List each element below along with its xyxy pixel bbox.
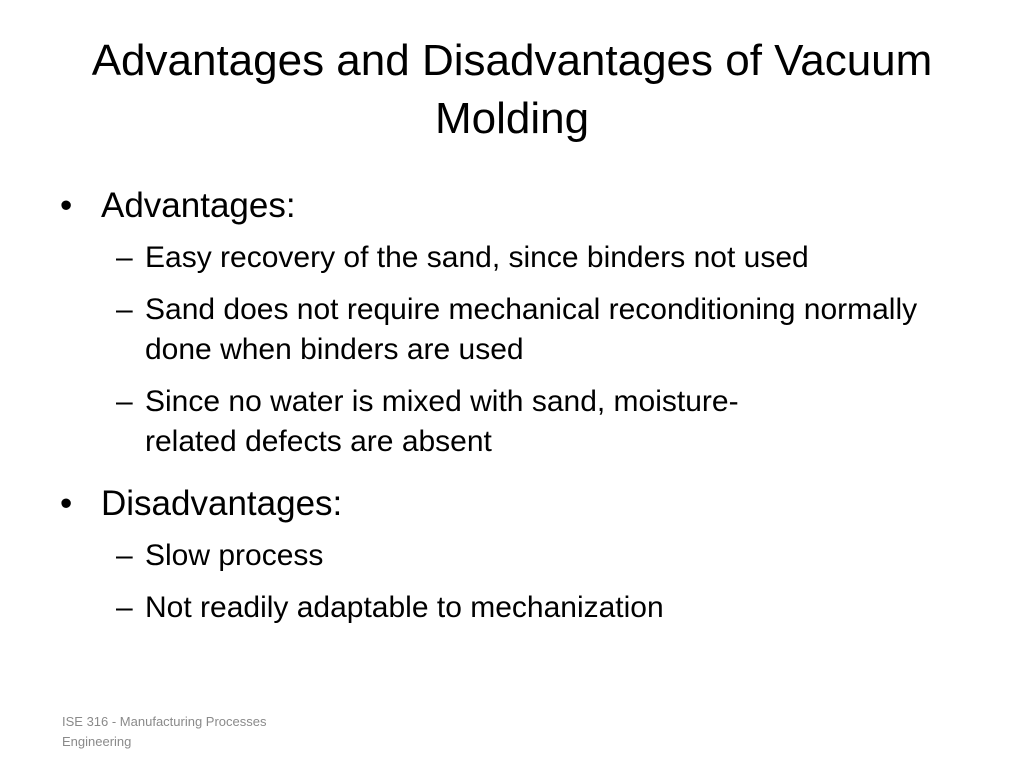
list-item-text: Not readily adaptable to mechanization [145,591,664,624]
list-item [116,382,745,462]
list-item [116,588,965,628]
dash-icon: – [116,385,133,418]
section-heading-advantages: Advantages: [101,186,296,225]
list-item [116,238,965,278]
slide-body [60,180,960,640]
list-item-text: Since no water is mixed with sand, moisture-related defects are absent [145,385,739,458]
list-item-text: Sand does not require mechanical reconditioning normally done when binders are used [145,293,918,366]
dash-icon: – [116,591,133,624]
list-item-text: Easy recovery of the sand, since binders not used [145,241,809,274]
list-item [116,536,965,576]
bullet-disadvantages [60,482,960,526]
bullet-dot-icon: • [60,186,73,225]
slide-footer: ISE 316 - Manufacturing Processes Engineering [62,714,267,749]
slide-title: Advantages and Disadvantages of Vacuum Molding [91,36,933,143]
bullet-advantages [60,184,960,228]
list-item-text: Slow process [145,539,324,572]
list-item [116,290,945,370]
dash-icon: – [116,539,133,572]
bullet-dot-icon: • [60,484,73,523]
section-heading-disadvantages: Disadvantages: [101,484,343,523]
dash-icon: – [116,293,133,326]
dash-icon: – [116,241,133,274]
